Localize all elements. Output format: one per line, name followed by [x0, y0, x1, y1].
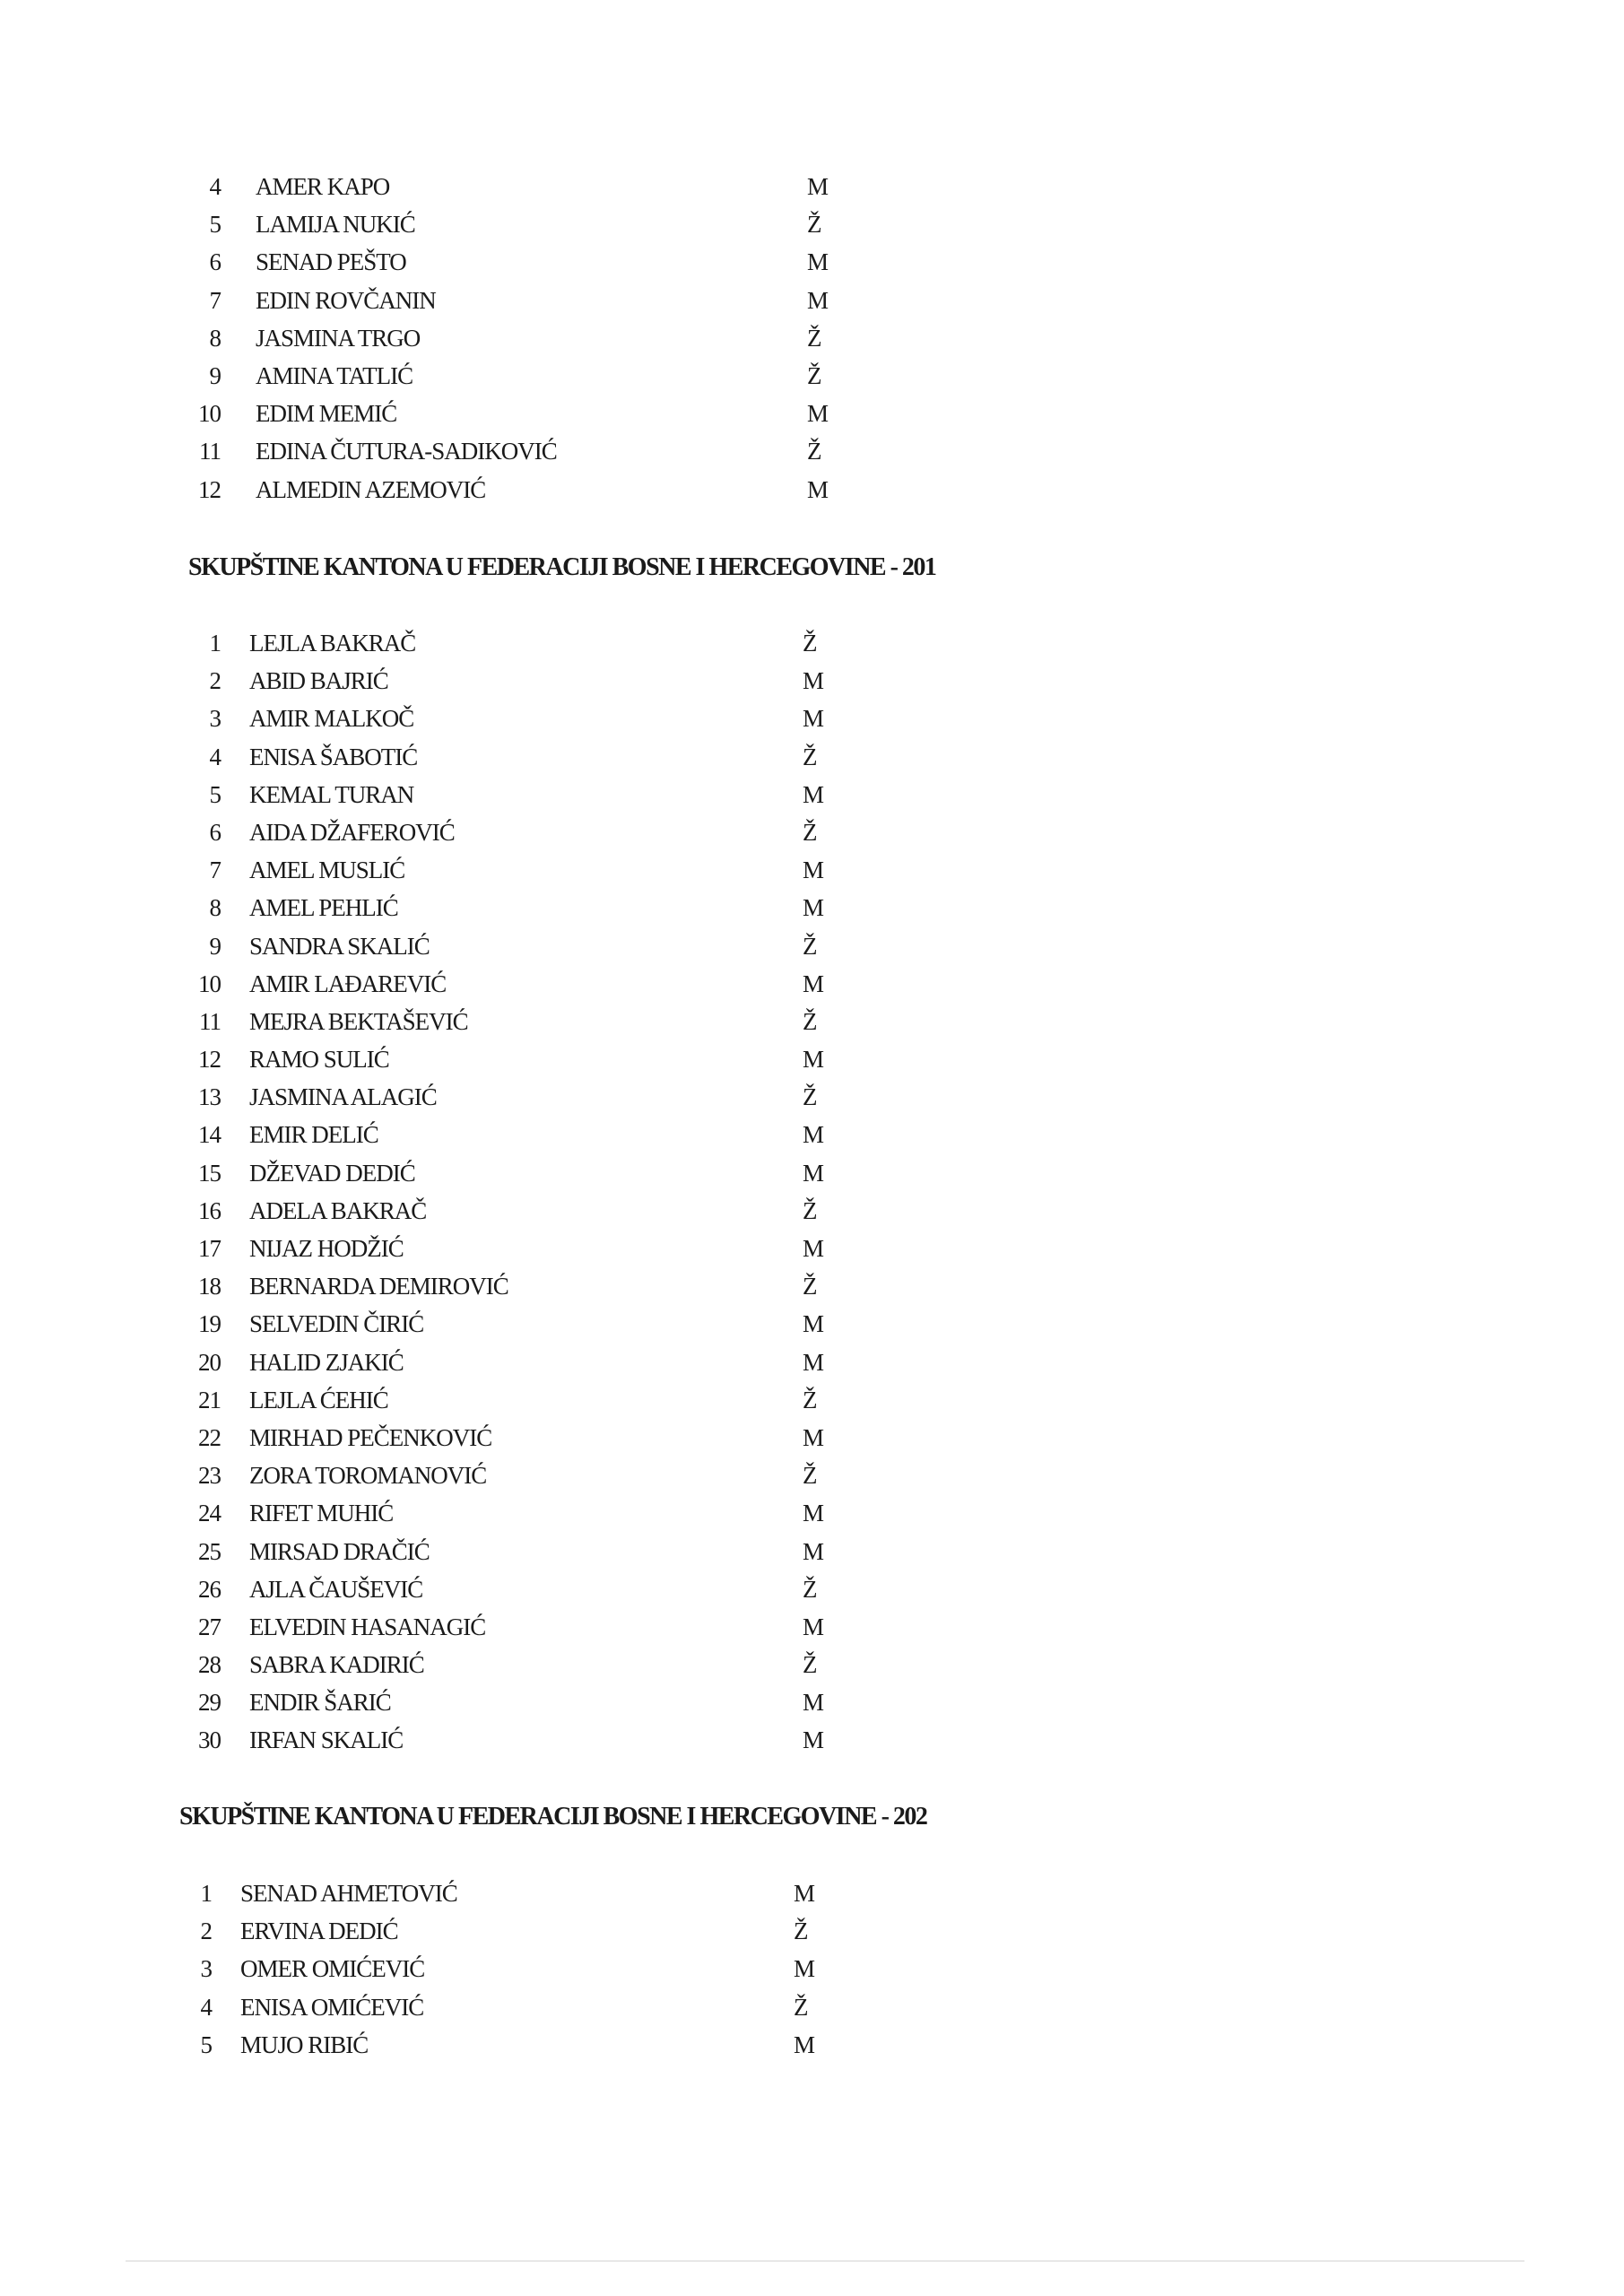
candidate-name: SELVEDIN ČIRIĆ: [249, 1310, 424, 1338]
candidate-gender: M: [803, 1689, 824, 1717]
candidate-number: 8: [209, 894, 221, 922]
candidate-number: 6: [209, 818, 221, 846]
candidate-gender: Ž: [803, 1083, 817, 1111]
candidate-name: RIFET MUHIĆ: [249, 1500, 394, 1527]
candidate-number: 11: [199, 1007, 221, 1035]
candidate-number: 20: [198, 1348, 221, 1376]
candidate-name: LEJLA ĆEHIĆ: [249, 1386, 388, 1413]
candidate-name: BERNARDA DEMIROVIĆ: [249, 1273, 508, 1300]
candidate-number: 9: [209, 932, 221, 960]
candidate-gender: M: [803, 1423, 824, 1451]
candidate-gender: M: [807, 475, 829, 503]
candidate-name: ENDIR ŠARIĆ: [249, 1689, 391, 1717]
candidate-number: 5: [200, 2031, 212, 2058]
candidate-number: 3: [200, 1955, 212, 1983]
candidate-name: SANDRA SKALIĆ: [249, 932, 430, 960]
candidate-name: ZORA TOROMANOVIĆ: [249, 1462, 487, 1490]
candidate-gender: M: [803, 667, 824, 695]
candidate-gender: M: [803, 705, 824, 733]
candidate-number: 4: [209, 173, 221, 200]
candidate-name: DŽEVAD DEDIĆ: [249, 1159, 415, 1187]
candidate-name: OMER OMIĆEVIĆ: [240, 1955, 425, 1983]
candidate-name: ENISA ŠABOTIĆ: [249, 743, 418, 770]
candidate-number: 30: [198, 1726, 221, 1754]
candidate-name: EMIR DELIĆ: [249, 1121, 378, 1149]
candidate-gender: M: [803, 1348, 824, 1376]
candidate-name: JASMINA TRGO: [256, 324, 421, 352]
candidate-gender: M: [803, 970, 824, 997]
candidate-gender: M: [803, 1500, 824, 1527]
candidate-gender: Ž: [803, 1651, 817, 1679]
candidate-name: EDIN ROVČANIN: [256, 286, 436, 314]
candidate-number: 29: [198, 1689, 221, 1717]
candidate-number: 12: [198, 1046, 221, 1074]
candidate-name: SENAD PEŠTO: [256, 248, 406, 276]
candidate-gender: Ž: [794, 1993, 808, 2021]
candidate-gender: M: [794, 1880, 815, 1907]
candidate-gender: M: [803, 1613, 824, 1640]
candidate-gender: Ž: [807, 438, 821, 465]
candidate-gender: M: [807, 400, 829, 428]
candidate-number: 1: [209, 630, 221, 657]
candidate-name: AJLA ČAUŠEVIĆ: [249, 1575, 423, 1603]
candidate-number: 7: [209, 286, 221, 314]
candidate-gender: M: [803, 1235, 824, 1262]
candidate-gender: Ž: [807, 361, 821, 389]
candidate-gender: M: [803, 857, 824, 884]
candidate-name: JASMINA ALAGIĆ: [249, 1083, 437, 1111]
candidate-number: 19: [198, 1310, 221, 1338]
candidate-number: 9: [209, 361, 221, 389]
section-heading-201: SKUPŠTINE KANTONA U FEDERACIJI BOSNE I HERCEGOVINE - 201: [188, 553, 936, 581]
candidate-gender: Ž: [803, 743, 817, 770]
candidate-number: 28: [198, 1651, 221, 1679]
candidate-number: 8: [209, 324, 221, 352]
candidate-number: 26: [198, 1575, 221, 1603]
candidate-number: 27: [198, 1613, 221, 1640]
candidate-name: ENISA OMIĆEVIĆ: [240, 1993, 424, 2021]
candidate-number: 14: [198, 1121, 221, 1149]
candidate-number: 18: [198, 1273, 221, 1300]
candidate-gender: M: [803, 1121, 824, 1149]
candidate-number: 11: [199, 438, 221, 465]
candidate-name: MUJO RIBIĆ: [240, 2031, 369, 2058]
candidate-gender: M: [794, 2031, 815, 2058]
candidate-gender: M: [807, 173, 829, 200]
candidate-number: 4: [200, 1993, 212, 2021]
candidate-name: EDIM MEMIĆ: [256, 400, 397, 428]
candidate-name: AIDA DŽAFEROVIĆ: [249, 818, 455, 846]
candidate-number: 16: [198, 1196, 221, 1224]
candidate-gender: Ž: [803, 1386, 817, 1413]
candidate-name: SABRA KADIRIĆ: [249, 1651, 424, 1679]
candidate-name: KEMAL TURAN: [249, 780, 414, 808]
candidate-name: EDINA ČUTURA-SADIKOVIĆ: [256, 438, 557, 465]
candidate-number: 5: [209, 211, 221, 239]
candidate-name: MIRSAD DRAČIĆ: [249, 1537, 430, 1565]
candidate-gender: Ž: [803, 630, 817, 657]
candidate-number: 5: [209, 780, 221, 808]
candidate-number: 23: [198, 1462, 221, 1490]
candidate-number: 21: [198, 1386, 221, 1413]
candidate-name: IRFAN SKALIĆ: [249, 1726, 404, 1754]
candidate-name: HALID ZJAKIĆ: [249, 1348, 404, 1376]
candidate-number: 24: [198, 1500, 221, 1527]
candidate-number: 10: [198, 400, 221, 428]
candidate-gender: Ž: [803, 1196, 817, 1224]
page-edge-line: [126, 2260, 1524, 2262]
candidate-name: AMEL PEHLIĆ: [249, 894, 398, 922]
candidate-name: ADELA BAKRAČ: [249, 1196, 427, 1224]
candidate-gender: Ž: [803, 932, 817, 960]
candidate-name: RAMO SULIĆ: [249, 1046, 389, 1074]
candidate-name: SENAD AHMETOVIĆ: [240, 1880, 457, 1907]
candidate-number: 7: [209, 857, 221, 884]
candidate-gender: M: [803, 780, 824, 808]
candidate-number: 15: [198, 1159, 221, 1187]
candidate-name: AMEL MUSLIĆ: [249, 857, 405, 884]
candidate-gender: M: [803, 1537, 824, 1565]
candidate-number: 3: [209, 705, 221, 733]
candidate-gender: M: [807, 286, 829, 314]
candidate-gender: Ž: [803, 1462, 817, 1490]
candidate-gender: Ž: [794, 1918, 808, 1945]
candidate-gender: Ž: [807, 211, 821, 239]
candidate-number: 4: [209, 743, 221, 770]
candidate-name: MIRHAD PEČENKOVIĆ: [249, 1423, 492, 1451]
candidate-gender: M: [794, 1955, 815, 1983]
candidate-number: 12: [198, 475, 221, 503]
section-heading-202: SKUPŠTINE KANTONA U FEDERACIJI BOSNE I HERCEGOVINE - 202: [179, 1803, 927, 1831]
candidate-name: LAMIJA NUKIĆ: [256, 211, 415, 239]
candidate-gender: Ž: [803, 1273, 817, 1300]
candidate-gender: M: [803, 894, 824, 922]
candidate-gender: M: [803, 1726, 824, 1754]
candidate-name: ABID BAJRIĆ: [249, 667, 388, 695]
candidate-name: AMIR LAĐAREVIĆ: [249, 970, 447, 997]
candidate-gender: M: [803, 1046, 824, 1074]
candidate-name: AMER KAPO: [256, 173, 390, 200]
candidate-gender: M: [803, 1310, 824, 1338]
candidate-gender: Ž: [803, 1575, 817, 1603]
candidate-name: ERVINA DEDIĆ: [240, 1918, 398, 1945]
candidate-gender: M: [803, 1159, 824, 1187]
candidate-number: 2: [209, 667, 221, 695]
candidate-number: 17: [198, 1235, 221, 1262]
candidate-gender: Ž: [807, 324, 821, 352]
candidate-gender: M: [807, 248, 829, 276]
candidate-number: 10: [198, 970, 221, 997]
candidate-gender: Ž: [803, 818, 817, 846]
candidate-name: LEJLA BAKRAČ: [249, 630, 416, 657]
candidate-name: MEJRA BEKTAŠEVIĆ: [249, 1007, 468, 1035]
candidate-number: 2: [200, 1918, 212, 1945]
candidate-number: 22: [198, 1423, 221, 1451]
candidate-number: 25: [198, 1537, 221, 1565]
candidate-name: ALMEDIN AZEMOVIĆ: [256, 475, 486, 503]
candidate-number: 6: [209, 248, 221, 276]
candidate-number: 13: [198, 1083, 221, 1111]
candidate-gender: Ž: [803, 1007, 817, 1035]
candidate-name: ELVEDIN HASANAGIĆ: [249, 1613, 486, 1640]
candidate-name: AMINA TATLIĆ: [256, 361, 413, 389]
candidate-name: NIJAZ HODŽIĆ: [249, 1235, 404, 1262]
candidate-name: AMIR MALKOČ: [249, 705, 414, 733]
candidate-number: 1: [200, 1880, 212, 1907]
